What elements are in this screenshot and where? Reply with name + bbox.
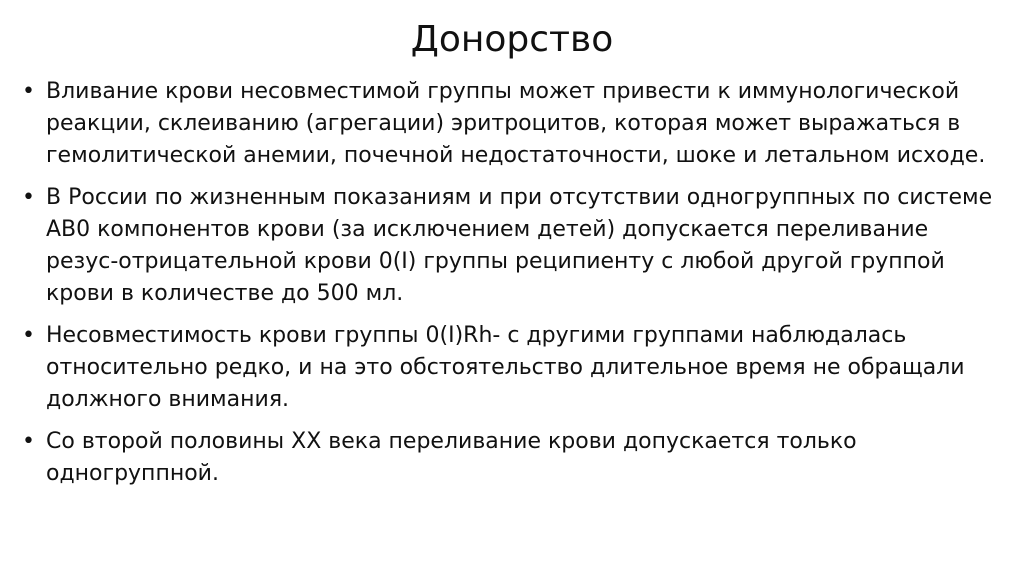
bullet-item: [22, 320, 1002, 416]
bullet-text: Со второй половины XX века переливание крови допускается только одногруппной.: [46, 429, 857, 486]
bullet-text: В России по жизненным показаниям и при отсутствии одногруппных по системе AB0 компонентов крови (за исключением детей) допускается переливание резус-отрицательной крови 0(I) группы реципиенту с любой другой группой крови в количестве до 500 мл.: [46, 185, 993, 306]
bullet-dot-icon: •: [22, 429, 35, 454]
slide-title: Донорство: [410, 19, 614, 60]
bullet-item: [22, 426, 1002, 490]
bullet-item: [22, 76, 1002, 172]
bullet-dot-icon: •: [22, 185, 35, 210]
bullet-text: Несовместимость крови группы 0(I)Rh- с другими группами наблюдалась относительно редко, и на это обстоятельство длительное время не обращали должного внимания.: [46, 323, 965, 412]
bullet-list: [22, 76, 1002, 500]
bullet-dot-icon: •: [22, 79, 35, 104]
bullet-text: Вливание крови несовместимой группы может привести к иммунологической реакции, склеиванию (агрегации) эритроцитов, которая может выражаться в гемолитической анемии, почечной недостаточности, шоке и летальном исходе.: [46, 79, 986, 168]
bullet-dot-icon: •: [22, 323, 35, 348]
bullet-item: [22, 182, 1002, 310]
